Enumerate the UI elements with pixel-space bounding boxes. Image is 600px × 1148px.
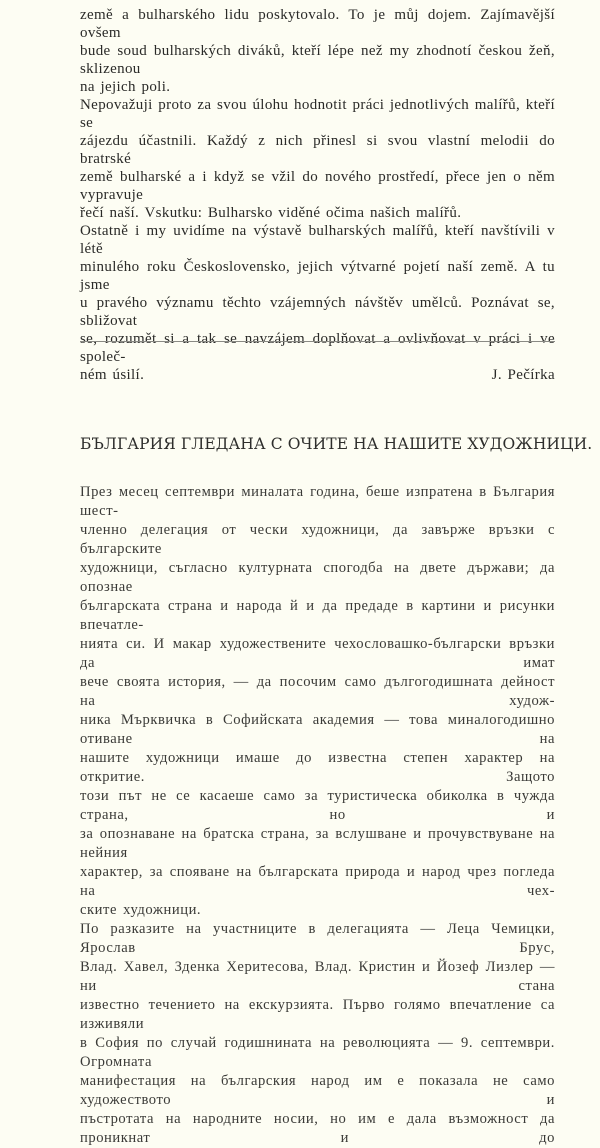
text-line: ските художници. [80, 902, 202, 918]
text-line: По разказите на участниците в делегацията — Леца Чемицки, Ярослав Брус, [80, 921, 555, 956]
text-line: членно делегация от чески художници, да завърже връзки с българските [80, 522, 555, 557]
bulgarian-article [80, 483, 555, 1148]
text-line: ném úsilí. [80, 367, 145, 383]
text-line: за опознаване на братска страна, за вслушване и прочувствуване на нейния [80, 826, 555, 861]
text-line: българската страна и народа й и да предаде в картини и рисунки впечатле- [80, 598, 555, 633]
text-line: известно течението на екскурзията. Първо голямо впечатление са изживяли [80, 997, 555, 1032]
bulgarian-paragraph-1 [80, 483, 555, 920]
text-line: zájezdu účastnili. Každý z nich přinesl si svou vlastní melodii do bratrské [80, 133, 555, 167]
text-line: Nepovažuji proto za svou úlohu hodnotit práci jednotlivých malířů, kteří se [80, 97, 555, 131]
text-line: bude soud bulharských diváků, kteří lépe než my zhodnotí českou žeň, sklizenou [80, 43, 555, 77]
czech-paragraph-1 [80, 6, 555, 96]
text-line: манифестация на българския народ им е показала не само художеството и [80, 1073, 555, 1108]
text-line: През месец септември миналата година, беше изпратена в България шест- [80, 484, 555, 519]
author-signature: J. Pečírka [491, 367, 555, 383]
text-line: Ostatně i my uvidíme na výstavě bulharských malířů, kteří navštívili v létě [80, 223, 555, 257]
czech-paragraph-3 [80, 222, 555, 384]
czech-article [80, 6, 555, 384]
text-line: se, rozumět si a tak se navzájem doplňovat a ovlivňovat v práci i ve společ- [80, 331, 555, 365]
closing-line [80, 366, 555, 384]
text-line: характер, за спояване на българската природа и народ чрез погледа на чех- [80, 864, 555, 899]
text-line: minulého roku Československo, jejich výtvarné pojetí naší země. A tu jsme [80, 259, 555, 293]
text-line: země a bulharského lidu poskytovalo. To je můj dojem. Zajímavější ovšem [80, 7, 555, 41]
text-line: ника Мърквичка в Софийската академия — това миналогодишно отиване на [80, 712, 555, 747]
text-line: na jejich poli. [80, 79, 171, 95]
text-line: нашите художници имаше до известна степен характер на откритие. Защото [80, 750, 555, 785]
text-line: řečí naší. Vskutku: Bulharsko viděné očima našich malířů. [80, 205, 462, 221]
text-line: země bulharské a i když se vžil do nového prostředí, přece jen o něm vypravuje [80, 169, 555, 203]
article-title: БЪЛГАРИЯ ГЛЕДАНА С ОЧИТЕ НА НАШИТЕ ХУДОЖНИЦИ. [80, 435, 593, 453]
bulgarian-paragraph-2 [80, 920, 555, 1148]
text-line: вече своята история, — да посочим само дългогодишната дейност на худож- [80, 674, 555, 709]
text-line: този път не се касаеше само за туристическа обиколка в чужда страна, но и [80, 788, 555, 823]
text-line: пъстротата на народните носии, но им е дала възможност да проникнат и до [80, 1111, 555, 1146]
text-line: художници, съгласно културната спогодба на двете държави; да опознае [80, 560, 555, 595]
text-line: u pravého významu těchto vzájemných návštěv umělců. Poznávat se, sbližovat [80, 295, 555, 329]
section-divider [80, 341, 555, 342]
czech-paragraph-2 [80, 96, 555, 222]
text-line: нията си. И макар художествените чехословашко-български връзки да имат [80, 636, 555, 671]
text-line: Влад. Хавел, Зденка Херитесова, Влад. Кристин и Йозеф Лизлер — ни стана [80, 959, 555, 994]
text-line: в София по случай годишнината на революцията — 9. септември. Огромната [80, 1035, 555, 1070]
